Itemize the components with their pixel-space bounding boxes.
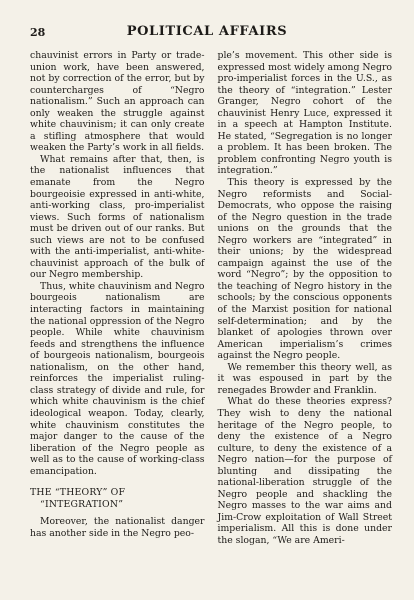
section-heading-line: THE “THEORY” OF: [30, 487, 126, 499]
paragraph: What remains after that, then, is the nationalist influences that emanate from the Negro bourgeoisie expressed in anti-white, anti-working class, pro-imperialist views. Such forms of nationalism must be driven out of our ranks. But such views are not to be confused with the anti-imperialist, anti-white-chauvinist approach of the bulk of our Negro membership.: [30, 153, 205, 281]
section-heading: [30, 487, 205, 510]
right-column: [218, 50, 393, 547]
section-heading-line: “INTEGRATION”: [40, 498, 124, 510]
paragraph: This theory is expressed by the Negro reformists and Social-Democrats, who oppose the raising of the Negro question in the trade unions on the grounds that the Negro workers are “integrated” in their unions; by the widespread campaign against the use of the word “Negro”; by the opposition to the teaching of Negro history in the schools; by the conscious opponents of the Marxist position for national self-determination; and by the blanket of apologies thrown over American imperialism’s crimes against the Negro people.: [217, 177, 392, 362]
paragraph: chauvinist errors in Party or trade-union work, have been answered, not by correction of the error, but by countercharges of “Negro nationalism.” Such an approach can only weaken the struggle against white chauvinism; it can only create a stifling atmosphere that would weaken the Party’s work in all fields.: [30, 50, 205, 154]
running-head: [22, 26, 392, 44]
paragraph: Thus, white chauvinism and Negro bourgeois nationalism are interacting factors in maintaining the national oppression of the Negro people. While white chauvinism feeds and strengthens the influence of bourgeois nationalism, bourgeois nationalism, on the other hand, reinforces the imperialist ruling-class strategy of divide and rule, for which white chauvinism is the chief ideological weapon. Today, clearly, white chauvinism constitutes the major danger to the cause of the liberation of the Negro people as well as to the cause of working-class emancipation.: [30, 280, 205, 477]
paragraph: What do these theories express? They wish to deny the national heritage of the Negro people, to deny the existence of a Negro culture, to deny the existence of a Negro nation—for the purpose of blunting and dissipating the national-liberation struggle of the Negro people and shackling the Negro masses to the war aims and Jim-Crow exploitation of Wall Street imperialism. All this is done under the slogan, “We are Ameri-: [217, 396, 392, 546]
paragraph: ple’s movement. This other side is expressed most widely among Negro pro-imperialist forces in the U.S., as the theory of “integration.” Lester Granger, Negro cohort of the chauvinist Henry Luce, expressed it in a speech at Hampton Institute. He stated, “Segregation is no longer a problem. It has been broken. The problem confronting Negro youth is integration.”: [217, 50, 393, 177]
paragraph: We remember this theory well, as it was espoused in part by the renegades Browder and Franklin.: [217, 361, 392, 396]
paragraph: Moreover, the nationalist danger has another side in the Negro peo-: [30, 516, 205, 539]
left-column: [30, 50, 205, 547]
page-number: 28: [30, 26, 46, 39]
journal-title: POLITICAL AFFAIRS: [126, 24, 288, 39]
text-columns: [22, 50, 392, 547]
